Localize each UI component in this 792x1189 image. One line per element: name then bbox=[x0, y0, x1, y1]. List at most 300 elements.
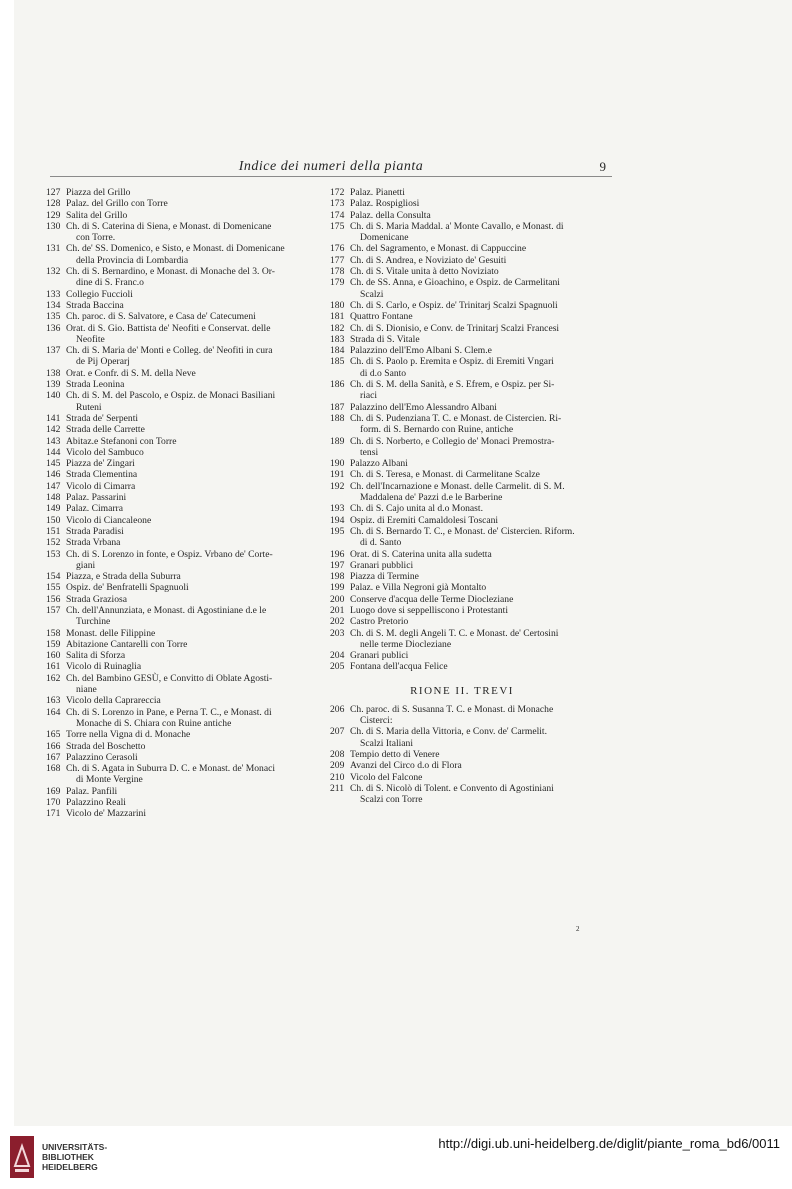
entry-number: 132 bbox=[46, 266, 61, 278]
index-entry bbox=[330, 526, 594, 549]
index-entry bbox=[46, 481, 310, 492]
index-entry bbox=[46, 707, 310, 730]
entry-line: di d. Santo bbox=[360, 537, 402, 549]
entry-number: 175 bbox=[330, 220, 345, 232]
entry-number: 189 bbox=[330, 435, 345, 447]
index-entry bbox=[46, 266, 310, 289]
entry-number: 181 bbox=[330, 311, 345, 323]
entry-line: Monache di S. Chiara con Ruine antiche bbox=[76, 717, 232, 729]
index-entry bbox=[46, 594, 310, 605]
entry-line: Ch. di S. Bernardino, e Monast. di Monache del 3. Or- bbox=[66, 266, 275, 278]
index-entry bbox=[46, 492, 310, 503]
entry-line: Granari publici bbox=[350, 650, 409, 662]
entry-text bbox=[66, 424, 310, 435]
entry-text bbox=[66, 526, 310, 537]
entry-text bbox=[350, 704, 594, 727]
entry-text bbox=[66, 537, 310, 548]
entry-line: Ch. del Bambino GESÙ, e Convitto di Oblate Agosti- bbox=[66, 672, 273, 684]
entry-line: Avanzi del Circo d.o di Flora bbox=[350, 760, 462, 772]
entry-line: Ch. dell'Annunziata, e Monast. di Agostiniane d.e le bbox=[66, 604, 267, 616]
entry-line: Collegio Fuccioli bbox=[66, 288, 133, 300]
entry-number: 190 bbox=[330, 458, 345, 470]
entry-number: 157 bbox=[46, 604, 61, 616]
index-entry bbox=[330, 616, 594, 627]
entry-number: 198 bbox=[330, 571, 345, 583]
entry-number: 194 bbox=[330, 514, 345, 526]
entry-line: Vicolo di Ciancaleone bbox=[66, 514, 152, 526]
index-entry bbox=[46, 469, 310, 480]
index-entry bbox=[330, 311, 594, 322]
entry-text bbox=[350, 605, 594, 616]
entry-text bbox=[66, 808, 310, 819]
entry-number: 188 bbox=[330, 412, 345, 424]
entry-number: 134 bbox=[46, 299, 61, 311]
signature-mark: 2 bbox=[576, 925, 580, 933]
entry-text bbox=[66, 458, 310, 469]
entry-number: 178 bbox=[330, 266, 345, 278]
index-entry bbox=[46, 763, 310, 786]
entry-number: 183 bbox=[330, 333, 345, 345]
index-entry bbox=[330, 469, 594, 480]
entry-line: Strada Clementina bbox=[66, 469, 138, 481]
entry-line: Palazzino dell'Emo Alessandro Albani bbox=[350, 401, 497, 413]
index-entry bbox=[330, 503, 594, 514]
entry-number: 147 bbox=[46, 480, 61, 492]
entry-text bbox=[66, 379, 310, 390]
entry-text bbox=[350, 628, 594, 651]
entry-number: 195 bbox=[330, 525, 345, 537]
entry-line: Strada Baccina bbox=[66, 299, 124, 311]
entry-line: Ch. di S. Lorenzo in fonte, e Ospiz. Vrbano de' Corte- bbox=[66, 548, 273, 560]
entry-text bbox=[66, 786, 310, 797]
entry-line: Ch. del Sagramento, e Monast. di Cappuccine bbox=[350, 243, 527, 255]
entry-number: 211 bbox=[330, 782, 345, 794]
entry-line: Domenicane bbox=[360, 232, 409, 244]
entry-line: Orat. di S. Gio. Battista de' Neofiti e Conservat. delle bbox=[66, 322, 271, 334]
entry-line: Salita del Grillo bbox=[66, 209, 128, 221]
entry-text bbox=[66, 741, 310, 752]
index-entry bbox=[46, 661, 310, 672]
entry-text bbox=[350, 560, 594, 571]
entry-number: 135 bbox=[46, 311, 61, 323]
entry-text bbox=[66, 187, 310, 198]
entry-number: 127 bbox=[46, 187, 61, 198]
entry-line: Ch. di S. Andrea, e Noviziato de' Gesuiti bbox=[350, 254, 507, 266]
index-entry bbox=[330, 650, 594, 661]
entry-number: 210 bbox=[330, 771, 345, 783]
entry-line: Ch. di S. Maria della Vittoria, e Conv. de' Carmelit. bbox=[350, 726, 547, 738]
entry-number: 174 bbox=[330, 209, 345, 221]
entry-line: Palazzino Reali bbox=[66, 797, 126, 809]
index-entry bbox=[46, 515, 310, 526]
entry-line: Palaz. e Villa Negroni già Montalto bbox=[350, 582, 487, 594]
entry-text bbox=[350, 255, 594, 266]
entry-number: 160 bbox=[46, 650, 61, 662]
entry-line: di d.o Santo bbox=[360, 367, 407, 379]
entry-text bbox=[66, 368, 310, 379]
entry-line: tensi bbox=[360, 446, 379, 458]
entry-number: 142 bbox=[46, 424, 61, 436]
entry-line: Vicolo de' Mazzarini bbox=[66, 808, 147, 820]
entry-text bbox=[66, 210, 310, 221]
index-entry bbox=[46, 650, 310, 661]
entry-text bbox=[350, 458, 594, 469]
entry-number: 184 bbox=[330, 345, 345, 357]
index-entry bbox=[46, 436, 310, 447]
index-entry bbox=[330, 661, 594, 672]
index-entry bbox=[46, 323, 310, 346]
index-entry bbox=[330, 413, 594, 436]
index-entry bbox=[330, 783, 594, 806]
index-entry bbox=[46, 198, 310, 209]
index-entry bbox=[46, 424, 310, 435]
index-entry bbox=[330, 379, 594, 402]
entry-text bbox=[350, 334, 594, 345]
entry-text bbox=[350, 277, 594, 300]
index-entry bbox=[46, 503, 310, 514]
index-entry bbox=[46, 639, 310, 650]
entry-line: Ch. di S. Maria de' Monti e Colleg. de' Neofiti in cura bbox=[66, 345, 273, 357]
entry-line: Cisterci: bbox=[360, 715, 393, 727]
index-entry bbox=[46, 187, 310, 198]
index-entry bbox=[46, 628, 310, 639]
entry-number: 205 bbox=[330, 661, 345, 673]
entry-number: 136 bbox=[46, 322, 61, 334]
entry-number: 171 bbox=[46, 808, 61, 820]
index-entry bbox=[330, 345, 594, 356]
entry-text bbox=[66, 221, 310, 244]
entry-line: Ch. paroc. di S. Salvatore, e Casa de' Catecumeni bbox=[66, 311, 256, 323]
entry-text bbox=[350, 760, 594, 771]
entry-line: Ch. di S. Caterina di Siena, e Monast. di Domenicane bbox=[66, 220, 272, 232]
entry-text bbox=[350, 469, 594, 480]
entry-text bbox=[350, 503, 594, 514]
entry-line: Abitazione Cantarelli con Torre bbox=[66, 638, 188, 650]
index-entry bbox=[330, 323, 594, 334]
entry-line: Palaz. Cimarra bbox=[66, 503, 124, 515]
entry-number: 170 bbox=[46, 797, 61, 809]
entry-number: 163 bbox=[46, 695, 61, 707]
entry-number: 146 bbox=[46, 469, 61, 481]
entry-number: 199 bbox=[330, 582, 345, 594]
entry-line: Ch. di S. Paolo p. Eremita e Ospiz. di Eremiti Vngari bbox=[350, 356, 554, 368]
entry-text bbox=[66, 752, 310, 763]
entry-line: Scalzi bbox=[360, 288, 384, 300]
entry-line: Scalzi Italiani bbox=[360, 737, 414, 749]
entry-line: Palaz. della Consulta bbox=[350, 209, 431, 221]
entry-number: 179 bbox=[330, 277, 345, 289]
entry-number: 185 bbox=[330, 356, 345, 368]
entry-line: Piazza del Grillo bbox=[66, 187, 131, 198]
entry-text bbox=[66, 436, 310, 447]
entry-line: Palaz. Panfili bbox=[66, 785, 118, 797]
entry-line: Vicolo del Falcone bbox=[350, 771, 423, 783]
entry-line: Orat. e Confr. di S. M. della Neve bbox=[66, 367, 196, 379]
entry-line: di Monte Vergine bbox=[76, 774, 143, 786]
entry-text bbox=[350, 582, 594, 593]
entry-line: Strada del Boschetto bbox=[66, 740, 146, 752]
entry-line: Ch. de' SS. Domenico, e Sisto, e Monast. di Domenicane bbox=[66, 243, 285, 255]
entry-text bbox=[66, 628, 310, 639]
entry-number: 148 bbox=[46, 492, 61, 504]
entry-line: Ch. di S. Cajo unita al d.o Monast. bbox=[350, 503, 483, 515]
entry-line: Ch. di S. Teresa, e Monast. di Carmelitane Scalze bbox=[350, 469, 540, 481]
entry-number: 180 bbox=[330, 299, 345, 311]
left-column bbox=[46, 187, 310, 820]
entry-line: Piazza de' Zingari bbox=[66, 458, 135, 470]
entry-text bbox=[350, 210, 594, 221]
footer-bar bbox=[0, 1126, 792, 1189]
entry-line: Salita di Sforza bbox=[66, 650, 126, 662]
entry-line: Tempio detto di Venere bbox=[350, 748, 440, 760]
index-entry bbox=[330, 515, 594, 526]
library-logo-icon bbox=[10, 1136, 34, 1178]
index-entry bbox=[330, 356, 594, 379]
entry-number: 186 bbox=[330, 379, 345, 391]
page-title: Indice dei numeri della pianta bbox=[238, 159, 424, 174]
entry-number: 128 bbox=[46, 198, 61, 210]
entry-text bbox=[66, 469, 310, 480]
entry-text bbox=[350, 594, 594, 605]
index-entry bbox=[330, 255, 594, 266]
entry-text bbox=[350, 749, 594, 760]
entry-line: giani bbox=[76, 559, 96, 571]
entry-number: 166 bbox=[46, 740, 61, 752]
entry-number: 138 bbox=[46, 367, 61, 379]
entry-text bbox=[66, 549, 310, 572]
entry-text bbox=[350, 345, 594, 356]
entry-text bbox=[350, 379, 594, 402]
entry-text bbox=[66, 515, 310, 526]
entry-text bbox=[350, 650, 594, 661]
entry-line: Strada Graziosa bbox=[66, 593, 128, 605]
entry-line: Palazzo Albani bbox=[350, 458, 408, 470]
entry-line: de Pij Operarj bbox=[76, 356, 130, 368]
index-entry bbox=[46, 413, 310, 424]
entry-line: Strada Leonina bbox=[66, 379, 125, 391]
entry-text bbox=[350, 661, 594, 672]
index-entry bbox=[46, 695, 310, 706]
entry-text bbox=[350, 549, 594, 560]
entry-line: Ch. di S. Maria Maddal. a' Monte Cavallo, e Monast. di bbox=[350, 220, 564, 232]
entry-number: 156 bbox=[46, 593, 61, 605]
index-entry bbox=[330, 571, 594, 582]
index-entry bbox=[46, 537, 310, 548]
entry-line: Monast. delle Filippine bbox=[66, 627, 156, 639]
entry-number: 129 bbox=[46, 209, 61, 221]
entry-line: Strada Paradisi bbox=[66, 525, 124, 537]
entry-number: 141 bbox=[46, 412, 61, 424]
entry-line: Ch. di S. M. della Sanità, e S. Efrem, e Ospiz. per Si- bbox=[350, 379, 555, 391]
entry-number: 161 bbox=[46, 661, 61, 673]
index-entry bbox=[330, 277, 594, 300]
entry-text bbox=[350, 402, 594, 413]
entry-line: Strada Vrbana bbox=[66, 537, 121, 549]
index-entry bbox=[46, 311, 310, 322]
entry-line: Ch. paroc. di S. Susanna T. C. e Monast. di Monache bbox=[350, 703, 554, 715]
entry-number: 162 bbox=[46, 672, 61, 684]
index-entry bbox=[330, 628, 594, 651]
entry-number: 139 bbox=[46, 379, 61, 391]
entry-line: Granari pubblici bbox=[350, 559, 414, 571]
entry-number: 177 bbox=[330, 254, 345, 266]
index-entry bbox=[330, 221, 594, 244]
entry-line: Ch. di S. Nicolò di Tolent. e Convento di Agostiniani bbox=[350, 782, 554, 794]
entry-text bbox=[66, 707, 310, 730]
index-entry bbox=[330, 266, 594, 277]
entry-number: 176 bbox=[330, 243, 345, 255]
entry-line: Piazza, e Strada della Suburra bbox=[66, 571, 181, 583]
entry-number: 137 bbox=[46, 345, 61, 357]
entry-line: Ch. de SS. Anna, e Gioachino, e Ospiz. de Carmelitani bbox=[350, 277, 560, 289]
entry-text bbox=[350, 243, 594, 254]
entry-line: Palaz. Passarini bbox=[66, 492, 127, 504]
index-entry bbox=[46, 808, 310, 819]
index-entry bbox=[46, 797, 310, 808]
index-entry bbox=[46, 210, 310, 221]
entry-line: Scalzi con Torre bbox=[360, 794, 423, 806]
entry-number: 204 bbox=[330, 650, 345, 662]
index-entry bbox=[46, 221, 310, 244]
entry-number: 130 bbox=[46, 220, 61, 232]
entry-number: 193 bbox=[330, 503, 345, 515]
entry-text bbox=[66, 729, 310, 740]
entry-line: Piazza di Termine bbox=[350, 571, 419, 583]
entry-number: 168 bbox=[46, 763, 61, 775]
entry-text bbox=[66, 695, 310, 706]
index-entry bbox=[330, 605, 594, 616]
entry-number: 164 bbox=[46, 706, 61, 718]
entry-line: Palaz. Pianetti bbox=[350, 187, 405, 198]
entry-line: Palaz. Rospigliosi bbox=[350, 198, 420, 210]
entry-text bbox=[350, 772, 594, 783]
entry-number: 191 bbox=[330, 469, 345, 481]
entry-line: Ch. di S. Agata in Suburra D. C. e Monast. de' Monaci bbox=[66, 763, 276, 775]
entry-text bbox=[66, 605, 310, 628]
entry-number: 165 bbox=[46, 729, 61, 741]
source-url-link[interactable]: http://digi.ub.uni-heidelberg.de/diglit/piante_roma_bd6/0011 bbox=[438, 1136, 780, 1151]
entry-number: 169 bbox=[46, 785, 61, 797]
entry-text bbox=[350, 266, 594, 277]
entry-line: Palazzino dell'Emo Albani S. Clem.e bbox=[350, 345, 492, 357]
index-entry bbox=[330, 582, 594, 593]
entry-number: 202 bbox=[330, 616, 345, 628]
entry-line: form. di S. Bernardo con Ruine, antiche bbox=[360, 424, 514, 436]
entry-number: 145 bbox=[46, 458, 61, 470]
entry-number: 131 bbox=[46, 243, 61, 255]
index-entry bbox=[330, 187, 594, 198]
entry-text bbox=[66, 661, 310, 672]
entry-line: dine di S. Franc.o bbox=[76, 277, 144, 289]
index-entry bbox=[46, 379, 310, 390]
entry-text bbox=[350, 187, 594, 198]
index-entry bbox=[46, 571, 310, 582]
scanned-page bbox=[14, 0, 792, 1126]
index-entry bbox=[46, 549, 310, 572]
entry-number: 155 bbox=[46, 582, 61, 594]
entry-line: Orat. di S. Caterina unita alla sudetta bbox=[350, 548, 492, 560]
entry-text bbox=[350, 726, 594, 749]
index-entry bbox=[330, 481, 594, 504]
index-entry bbox=[46, 345, 310, 368]
entry-line: Palazzino Cerasoli bbox=[66, 751, 138, 763]
entry-number: 140 bbox=[46, 390, 61, 402]
index-entry bbox=[46, 243, 310, 266]
entry-text bbox=[350, 515, 594, 526]
entry-text bbox=[350, 311, 594, 322]
entry-text bbox=[350, 356, 594, 379]
entry-number: 158 bbox=[46, 627, 61, 639]
entry-text bbox=[66, 413, 310, 424]
index-entry bbox=[46, 526, 310, 537]
entry-text bbox=[66, 763, 310, 786]
index-entry bbox=[46, 582, 310, 593]
index-entry bbox=[46, 741, 310, 752]
entry-number: 207 bbox=[330, 726, 345, 738]
entry-line: Ch. di S. Dionisio, e Conv. de Trinitarj Scalzi Francesi bbox=[350, 322, 560, 334]
entry-text bbox=[66, 323, 310, 346]
entry-line: Ch. dell'Incarnazione e Monast. delle Carmelit. di S. M. bbox=[350, 480, 565, 492]
index-entry bbox=[46, 368, 310, 379]
entry-line: Ch. di S. Norberto, e Collegio de' Monaci Premostra- bbox=[350, 435, 555, 447]
entry-line: Ch. di S. Lorenzo in Pane, e Perna T. C., e Monast. di bbox=[66, 706, 272, 718]
entry-number: 196 bbox=[330, 548, 345, 560]
entry-number: 203 bbox=[330, 627, 345, 639]
entry-text bbox=[66, 673, 310, 696]
entry-text bbox=[66, 447, 310, 458]
index-entry bbox=[46, 458, 310, 469]
entry-line: Ospiz. di Eremiti Camaldolesi Toscani bbox=[350, 514, 499, 526]
entry-line: Ospiz. de' Benfratelli Spagnuoli bbox=[66, 582, 189, 594]
entry-number: 149 bbox=[46, 503, 61, 515]
index-entry bbox=[330, 436, 594, 459]
entry-number: 197 bbox=[330, 559, 345, 571]
entry-line: Ch. di S. Pudenziana T. C. e Monast. de Cistercien. Ri- bbox=[350, 412, 562, 424]
entry-line: Quattro Fontane bbox=[350, 311, 413, 323]
entry-text bbox=[350, 783, 594, 806]
entry-text bbox=[66, 639, 310, 650]
index-entry bbox=[330, 749, 594, 760]
index-entry bbox=[330, 560, 594, 571]
entry-line: Neofite bbox=[76, 333, 105, 345]
entry-text bbox=[66, 797, 310, 808]
entry-line: Ch. di S. Carlo, e Ospiz. de' Trinitarj Scalzi Spagnuoli bbox=[350, 299, 558, 311]
entry-number: 182 bbox=[330, 322, 345, 334]
index-entry bbox=[330, 300, 594, 311]
index-entry bbox=[46, 673, 310, 696]
entry-line: Palaz. del Grillo con Torre bbox=[66, 198, 168, 210]
index-entry bbox=[330, 198, 594, 209]
entry-text bbox=[350, 436, 594, 459]
entry-text bbox=[350, 481, 594, 504]
entry-line: Abitaz.e Stefanoni con Torre bbox=[66, 435, 177, 447]
running-header bbox=[50, 158, 612, 177]
entry-text bbox=[350, 413, 594, 436]
entry-line: Strada di S. Vitale bbox=[350, 333, 420, 345]
entry-line: Vicolo di Ruinaglia bbox=[66, 661, 142, 673]
entry-number: 167 bbox=[46, 751, 61, 763]
entry-text bbox=[66, 390, 310, 413]
entry-line: Maddalena de' Pazzi d.e le Barberine bbox=[360, 492, 503, 504]
entry-line: Strada de' Serpenti bbox=[66, 412, 139, 424]
entry-line: Conserve d'acqua delle Terme Diocleziane bbox=[350, 593, 514, 605]
entry-text bbox=[66, 300, 310, 311]
entry-number: 173 bbox=[330, 198, 345, 210]
entry-text bbox=[350, 526, 594, 549]
entry-text bbox=[66, 266, 310, 289]
index-entry bbox=[46, 729, 310, 740]
entry-line: Vicolo della Caprareccia bbox=[66, 695, 161, 707]
